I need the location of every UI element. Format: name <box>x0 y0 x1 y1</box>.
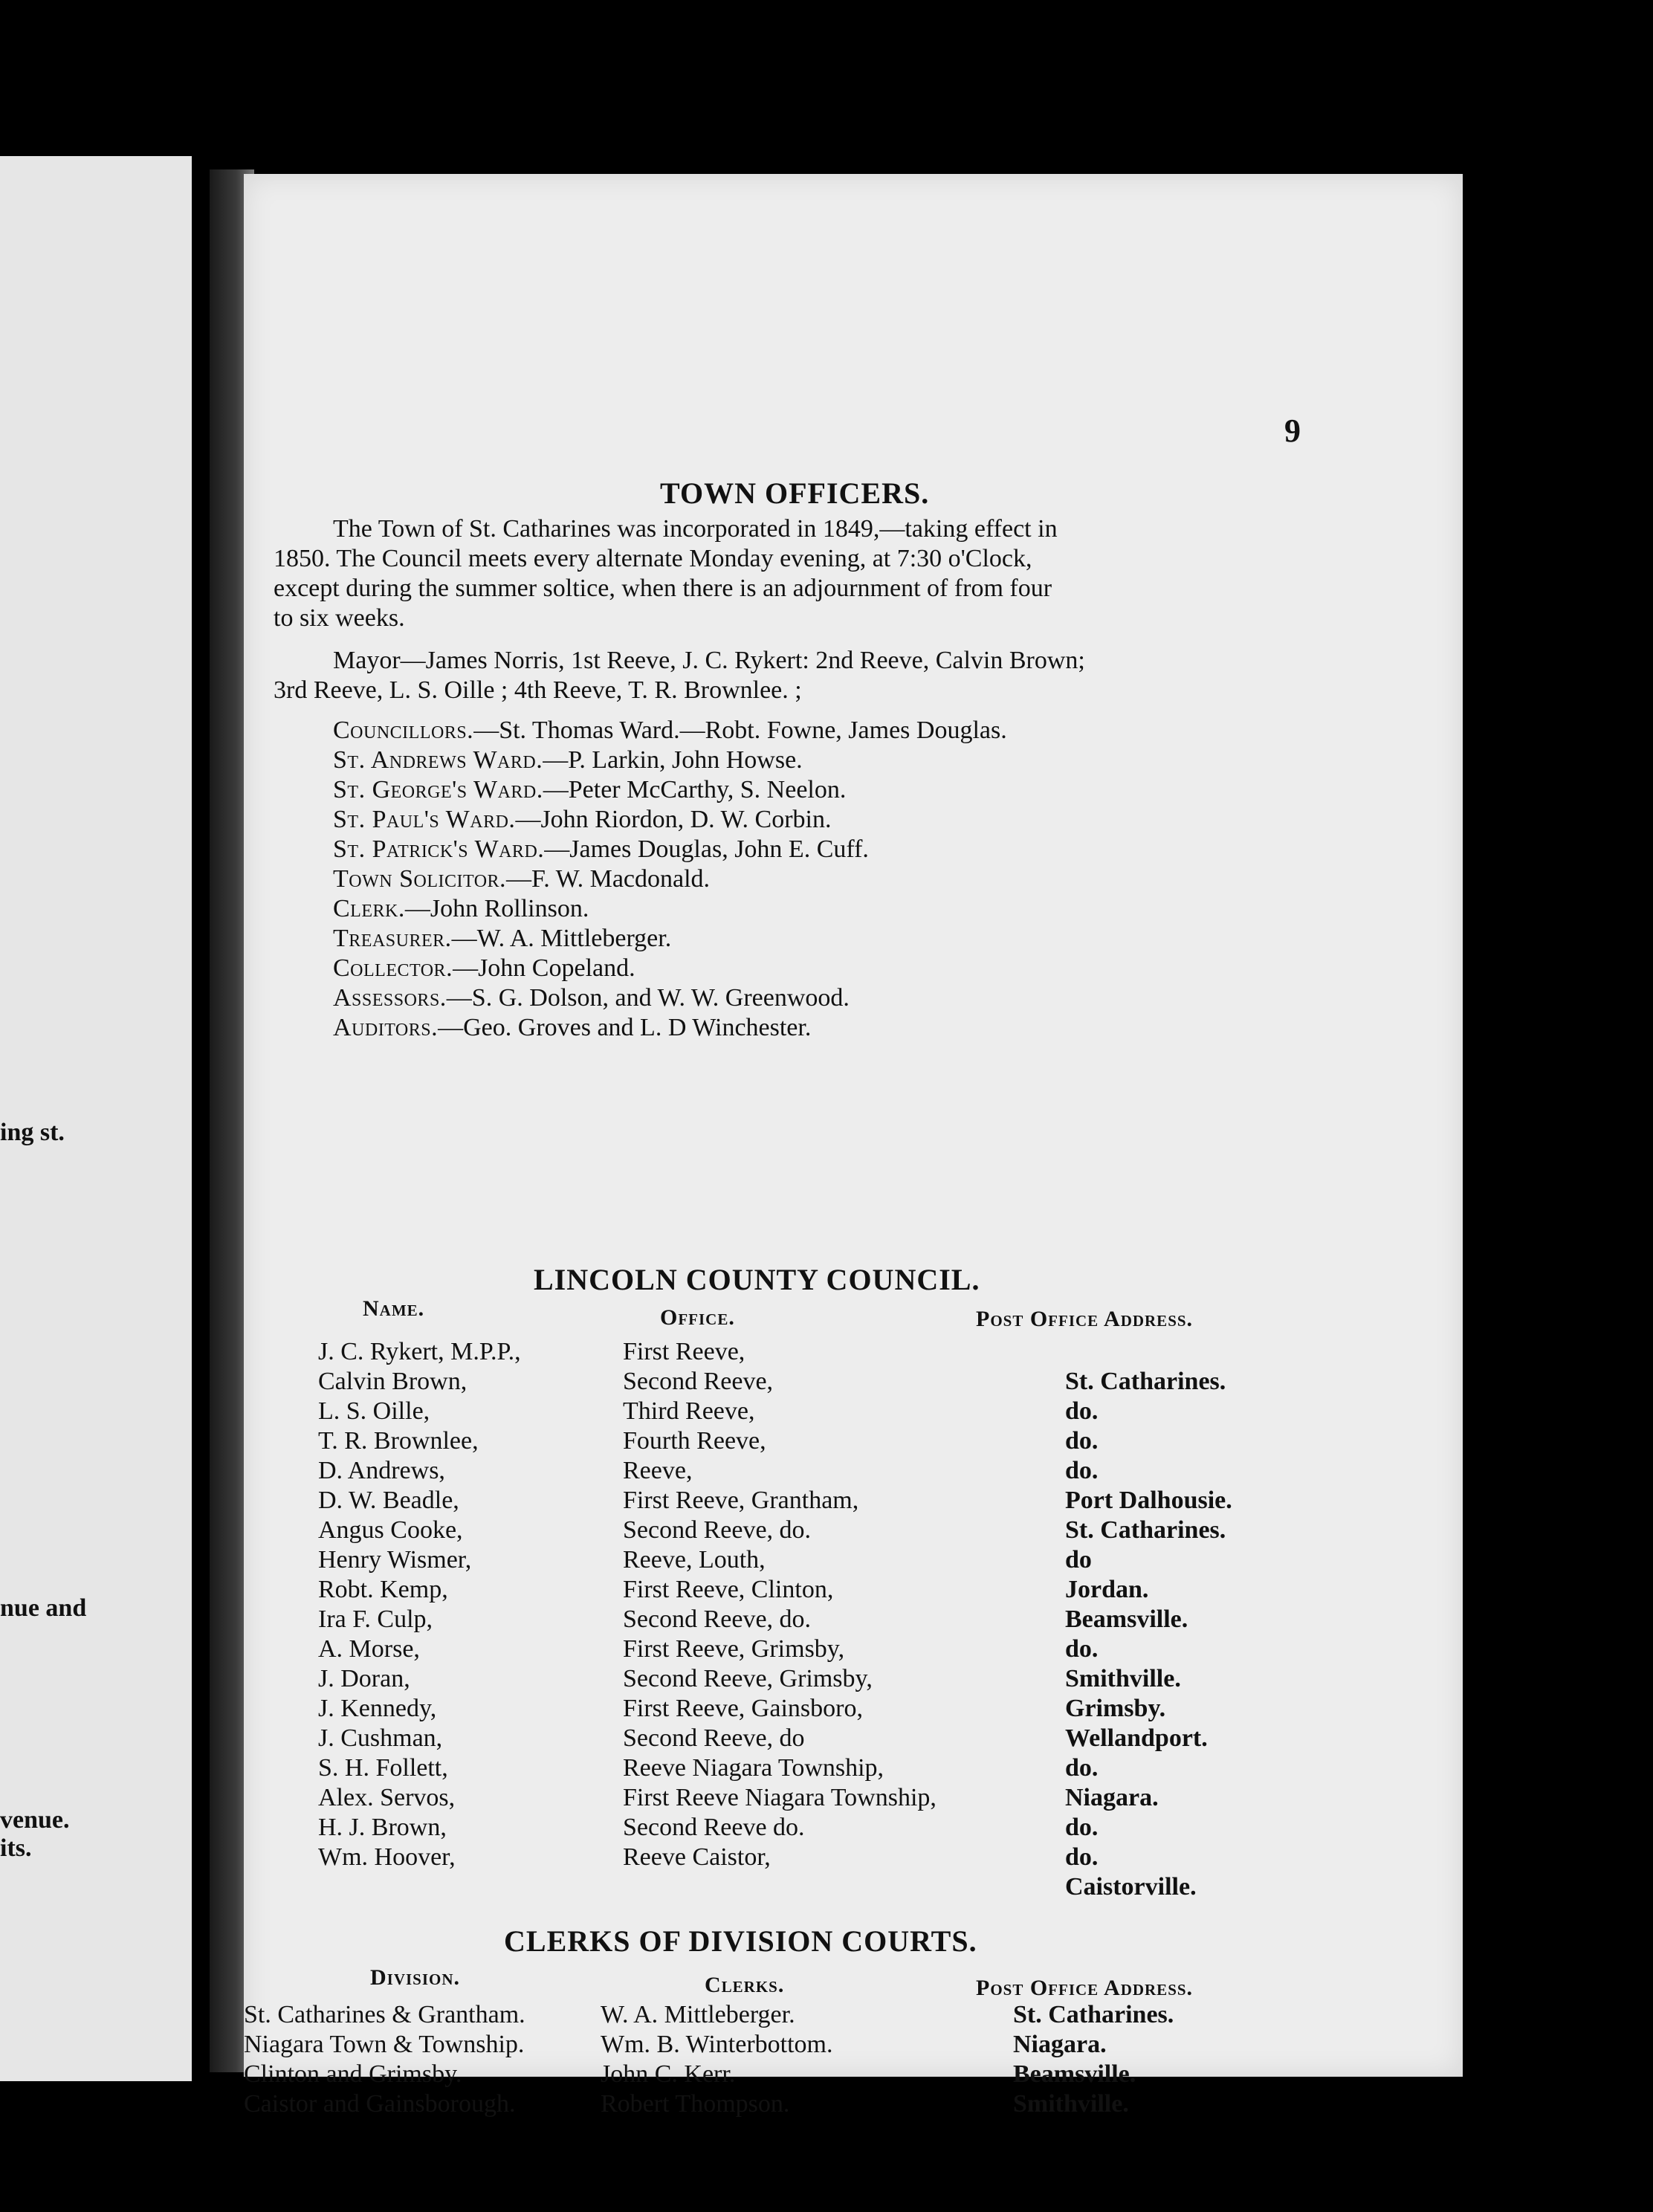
officer-text: —James Douglas, John E. Cuff. <box>544 835 869 863</box>
council-address: do <box>1065 1546 1092 1574</box>
council-address: Port Dalhousie. <box>1065 1487 1232 1514</box>
officer-text: —Peter McCarthy, S. Neelon. <box>543 776 847 803</box>
left-page-fragment: its. <box>0 1834 32 1862</box>
council-office: First Reeve Niagara Township, <box>623 1784 937 1811</box>
council-row <box>318 1873 1433 1903</box>
officer-entry <box>333 746 1007 776</box>
officer-label: St. Andrews Ward. <box>333 746 543 774</box>
column-header-office: Office. <box>660 1305 735 1330</box>
court-row <box>244 2031 1359 2060</box>
council-row <box>318 1338 1433 1368</box>
division-courts-heading: CLERKS OF DIVISION COURTS. <box>504 1924 977 1958</box>
officer-text: —John Copeland. <box>453 954 635 982</box>
court-address: Smithville. <box>1013 2090 1129 2118</box>
left-page-fragment: nue and <box>0 1594 87 1622</box>
main-page <box>244 174 1463 2118</box>
mayor-line: 3rd Reeve, L. S. Oille ; 4th Reeve, T. R. Brownlee. ; <box>274 676 802 704</box>
court-row <box>244 2090 1359 2120</box>
council-office: Third Reeve, <box>623 1397 755 1425</box>
council-row <box>318 1427 1433 1457</box>
council-name: Wm. Hoover, <box>318 1843 456 1871</box>
officer-label: Auditors. <box>333 1014 439 1041</box>
council-office: Reeve Caistor, <box>623 1843 771 1871</box>
officer-entry <box>333 865 1007 895</box>
town-officers-intro <box>274 514 1329 633</box>
council-name: T. R. Brownlee, <box>318 1427 479 1455</box>
officers-list <box>333 717 1007 1044</box>
left-page-fragment: venue. <box>0 1806 70 1834</box>
mayor-line: Mayor—James Norris, 1st Reeve, J. C. Rykert: 2nd Reeve, Calvin Brown; <box>333 647 1085 674</box>
council-name: Angus Cooke, <box>318 1516 463 1544</box>
officer-entry <box>333 954 1007 984</box>
council-name: D. Andrews, <box>318 1457 445 1484</box>
court-row <box>244 2060 1359 2090</box>
court-division: St. Catharines & Grantham. <box>244 2001 525 2028</box>
council-address: Jordan. <box>1065 1576 1149 1603</box>
council-row <box>318 1843 1433 1873</box>
council-address: Wellandport. <box>1065 1724 1208 1752</box>
officer-text: —F. W. Macdonald. <box>506 865 711 893</box>
council-row <box>318 1665 1433 1695</box>
court-row <box>244 2001 1359 2031</box>
town-officers-heading: TOWN OFFICERS. <box>660 476 930 510</box>
court-address: Beamsville. <box>1013 2060 1136 2088</box>
council-office: Reeve Niagara Township, <box>623 1754 884 1782</box>
council-name: J. Cushman, <box>318 1724 443 1752</box>
council-row <box>318 1784 1433 1814</box>
council-address: St. Catharines. <box>1065 1516 1226 1544</box>
council-row <box>318 1516 1433 1546</box>
officer-entry <box>333 717 1007 746</box>
court-clerk: John C. Kerr. <box>601 2060 736 2088</box>
adjacent-page <box>0 156 192 2081</box>
council-office: Second Reeve, Grimsby, <box>623 1665 873 1692</box>
council-name: Henry Wismer, <box>318 1546 472 1574</box>
council-name: J. Kennedy, <box>318 1695 437 1722</box>
council-name: D. W. Beadle, <box>318 1487 459 1514</box>
council-office: Reeve, Louth, <box>623 1546 766 1574</box>
council-name: Calvin Brown, <box>318 1368 468 1395</box>
council-address: Beamsville. <box>1065 1605 1188 1633</box>
court-clerk: Robert Thompson. <box>601 2090 790 2118</box>
council-office: Second Reeve, do <box>623 1724 805 1752</box>
intro-line: The Town of St. Catharines was incorporated in 1849,—taking effect in <box>333 515 1058 543</box>
column-header-post-office: Post Office Address. <box>976 1976 1194 2000</box>
council-name: J. C. Rykert, M.P.P., <box>318 1338 521 1365</box>
council-row <box>318 1724 1433 1754</box>
officer-text: —St. Thomas Ward.—Robt. Fowne, James Douglas. <box>473 717 1007 744</box>
council-row <box>318 1576 1433 1605</box>
council-address: do. <box>1065 1814 1099 1841</box>
council-address: Niagara. <box>1065 1784 1159 1811</box>
council-name: S. H. Follett, <box>318 1754 448 1782</box>
officer-text: —Geo. Groves and L. D Winchester. <box>438 1014 812 1041</box>
council-office: First Reeve, Gainsboro, <box>623 1695 863 1722</box>
council-name: H. J. Brown, <box>318 1814 447 1841</box>
council-name: A. Morse, <box>318 1635 420 1663</box>
county-council-table <box>318 1338 1433 1903</box>
council-address: Smithville. <box>1065 1665 1181 1692</box>
council-name: Robt. Kemp, <box>318 1576 448 1603</box>
left-page-fragment: ing st. <box>0 1119 65 1146</box>
intro-line: except during the summer soltice, when there is an adjournment of from four <box>274 575 1052 602</box>
court-address: St. Catharines. <box>1013 2001 1174 2028</box>
intro-line: to six weeks. <box>274 604 405 632</box>
council-office: Second Reeve do. <box>623 1814 805 1841</box>
county-council-heading: LINCOLN COUNTY COUNCIL. <box>534 1263 980 1296</box>
officer-entry <box>333 895 1007 925</box>
council-office: First Reeve, Clinton, <box>623 1576 834 1603</box>
division-courts-table <box>244 2001 1359 2120</box>
council-row <box>318 1695 1433 1724</box>
council-office: Second Reeve, do. <box>623 1605 812 1633</box>
officer-label: St. George's Ward. <box>333 776 543 803</box>
officer-label: Treasurer. <box>333 925 452 952</box>
council-address: Grimsby. <box>1065 1695 1166 1722</box>
council-row <box>318 1754 1433 1784</box>
column-header-division: Division. <box>370 1965 461 1990</box>
council-address: do. <box>1065 1754 1099 1782</box>
officer-label: St. Patrick's Ward. <box>333 835 545 863</box>
column-header-address: Post Office Address. <box>976 1307 1194 1331</box>
column-header-clerks: Clerks. <box>705 1973 785 1997</box>
officer-text: —John Riordon, D. W. Corbin. <box>515 806 832 833</box>
council-row <box>318 1605 1433 1635</box>
officer-entry <box>333 925 1007 954</box>
council-name: Alex. Servos, <box>318 1784 456 1811</box>
officer-entry <box>333 1014 1007 1044</box>
council-address: do. <box>1065 1635 1099 1663</box>
officer-text: —John Rollinson. <box>404 895 589 922</box>
intro-line: 1850. The Council meets every alternate Monday evening, at 7:30 o'Clock, <box>274 545 1032 572</box>
officer-text: —P. Larkin, John Howse. <box>543 746 803 774</box>
officer-label: Councillors. <box>333 717 474 744</box>
council-name: J. Doran, <box>318 1665 410 1692</box>
court-address: Niagara. <box>1013 2031 1107 2058</box>
court-division: Niagara Town & Township. <box>244 2031 525 2058</box>
council-row <box>318 1814 1433 1843</box>
council-office: Reeve, <box>623 1457 693 1484</box>
officer-entry <box>333 806 1007 835</box>
court-division: Caistor and Gainsborough. <box>244 2090 516 2118</box>
page-number: 9 <box>1284 413 1301 449</box>
court-clerk: W. A. Mittleberger. <box>601 2001 795 2028</box>
council-name: L. S. Oille, <box>318 1397 430 1425</box>
council-office: Fourth Reeve, <box>623 1427 766 1455</box>
council-row <box>318 1368 1433 1397</box>
officer-label: Collector. <box>333 954 453 982</box>
council-name: Ira F. Culp, <box>318 1605 433 1633</box>
officer-text: —W. A. Mittleberger. <box>451 925 672 952</box>
council-address: Caistorville. <box>1065 1873 1197 1901</box>
officer-entry <box>333 984 1007 1014</box>
council-address: do. <box>1065 1457 1099 1484</box>
council-office: First Reeve, Grimsby, <box>623 1635 845 1663</box>
council-address: do. <box>1065 1427 1099 1455</box>
council-office: First Reeve, <box>623 1338 745 1365</box>
officer-text: —S. G. Dolson, and W. W. Greenwood. <box>446 984 850 1012</box>
council-office: First Reeve, Grantham, <box>623 1487 859 1514</box>
officer-label: St. Paul's Ward. <box>333 806 516 833</box>
officer-entry <box>333 835 1007 865</box>
court-clerk: Wm. B. Winterbottom. <box>601 2031 833 2058</box>
officer-label: Assessors. <box>333 984 447 1012</box>
council-row <box>318 1487 1433 1516</box>
council-office: Second Reeve, do. <box>623 1516 812 1544</box>
council-address: do. <box>1065 1397 1099 1425</box>
council-row <box>318 1397 1433 1427</box>
council-row <box>318 1457 1433 1487</box>
council-row <box>318 1635 1433 1665</box>
council-row <box>318 1546 1433 1576</box>
council-address: do. <box>1065 1843 1099 1871</box>
column-header-name: Name. <box>363 1296 425 1321</box>
court-division: Clinton and Grimsby. <box>244 2060 462 2088</box>
officer-entry <box>333 776 1007 806</box>
officer-label: Clerk. <box>333 895 405 922</box>
officer-label: Town Solicitor. <box>333 865 507 893</box>
council-office: Second Reeve, <box>623 1368 774 1395</box>
council-address: St. Catharines. <box>1065 1368 1226 1395</box>
